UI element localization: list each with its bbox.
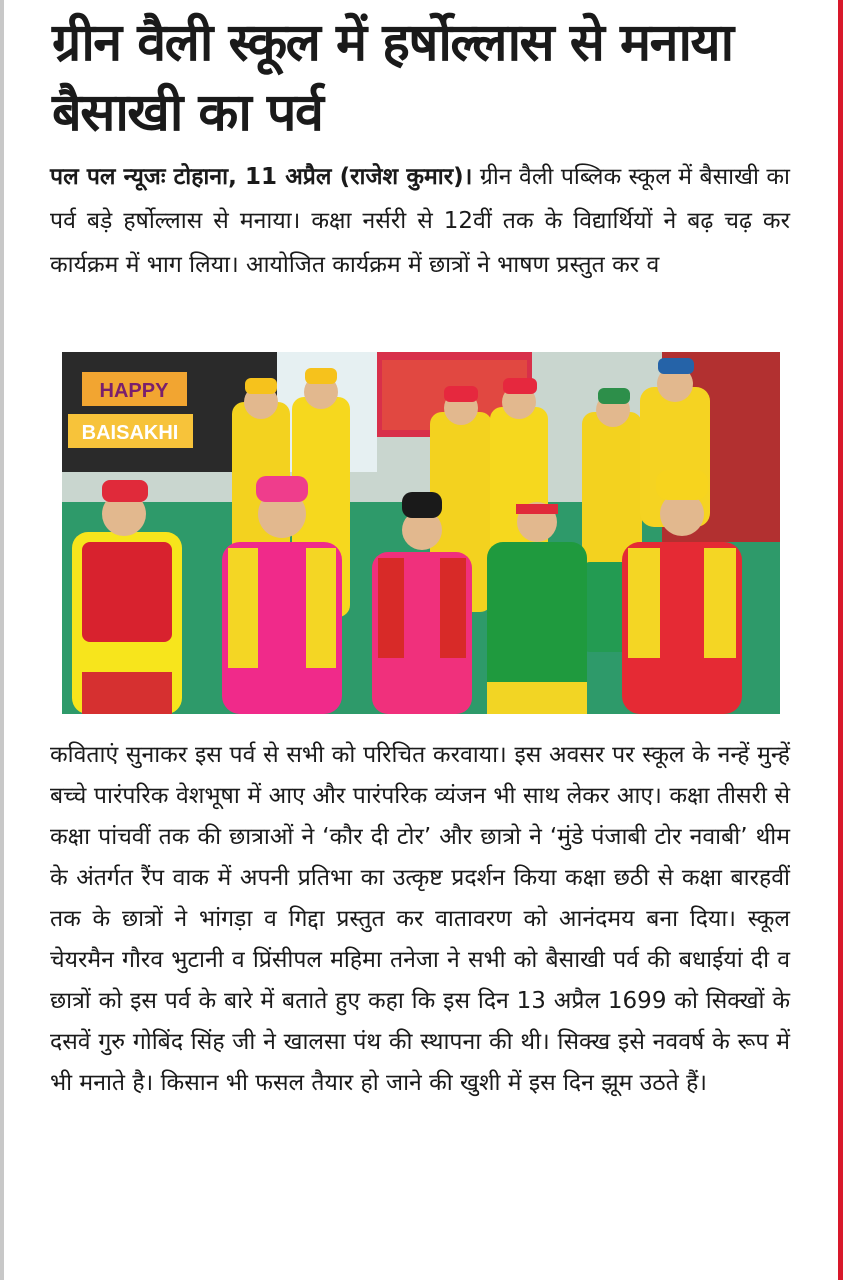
body-paragraph: कविताएं सुनाकर इस पर्व से सभी को परिचित करवाया। इस अवसर पर स्कूल के नन्हें मुन्हें बच्चे पारंपरिक वेशभूषा में आए और पारंपरिक व्यंजन भी साथ लेकर आए। कक्षा तीसरी से कक्षा पांचवीं तक की छात्राओं ने ‘कौर दी टोर’ और छात्रो ने ‘मुंडे पंजाबी टोर नवाबी’ थीम के अंतर्गत रैंप वाक में अपनी प्रतिभा का उत्कृष्ट प्रदर्शन किया कक्षा छठी से कक्षा बारहवीं तक के छात्रों ने भांगड़ा व गिद्दा प्रस्तुत कर वातावरण को आनंदमय बना दिया। स्कूल चेयरमैन गौरव भुटानी व प्रिंसीपल महिमा तनेजा ने सभी को बैसाखी पर्व की बधाईयां दी व छात्रों को इस पर्व के बारे में बताते हुए कहा कि इस दिन 13 अप्रैल 1699 को सिक्खों के दसवें गुरु गोबिंद सिंह जी ने खालसा पंथ की स्थापना की थी। सिक्ख इसे नववर्ष के रूप में भी मनाते है। किसान भी फसल तैयार हो जाने की खुशी में इस दिन झूम उठते हैं।	[50, 742, 790, 1096]
baisakhi-dance-photo	[62, 352, 780, 714]
article-photo	[62, 352, 780, 714]
page-edge-left	[0, 0, 4, 1280]
banner-text-happy: HAPPY	[99, 380, 169, 402]
banner-text-baisakhi: BAISAKHI	[81, 422, 179, 444]
lead-paragraph	[50, 155, 790, 287]
column-rule-red	[838, 0, 843, 1280]
lead-text: ग्रीन वैली पब्लिक स्कूल में बैसाखी का पर्व बड़े हर्षोल्लास से मनाया। कक्षा नर्सरी से 12वीं तक के विद्यार्थियों ने बढ़ चढ़ कर कार्यक्रम में भाग लिया। आयोजित कार्यक्रम में छात्रों ने भाषण प्रस्तुत कर व	[50, 164, 791, 278]
article-headline: ग्रीन वैली स्कूल में हर्षोल्लास से मनाया बैसाखी का पर्व	[52, 13, 733, 143]
dateline: पल पल न्यूजः टोहाना, 11 अप्रैल (राजेश कुमार)।	[50, 164, 473, 190]
